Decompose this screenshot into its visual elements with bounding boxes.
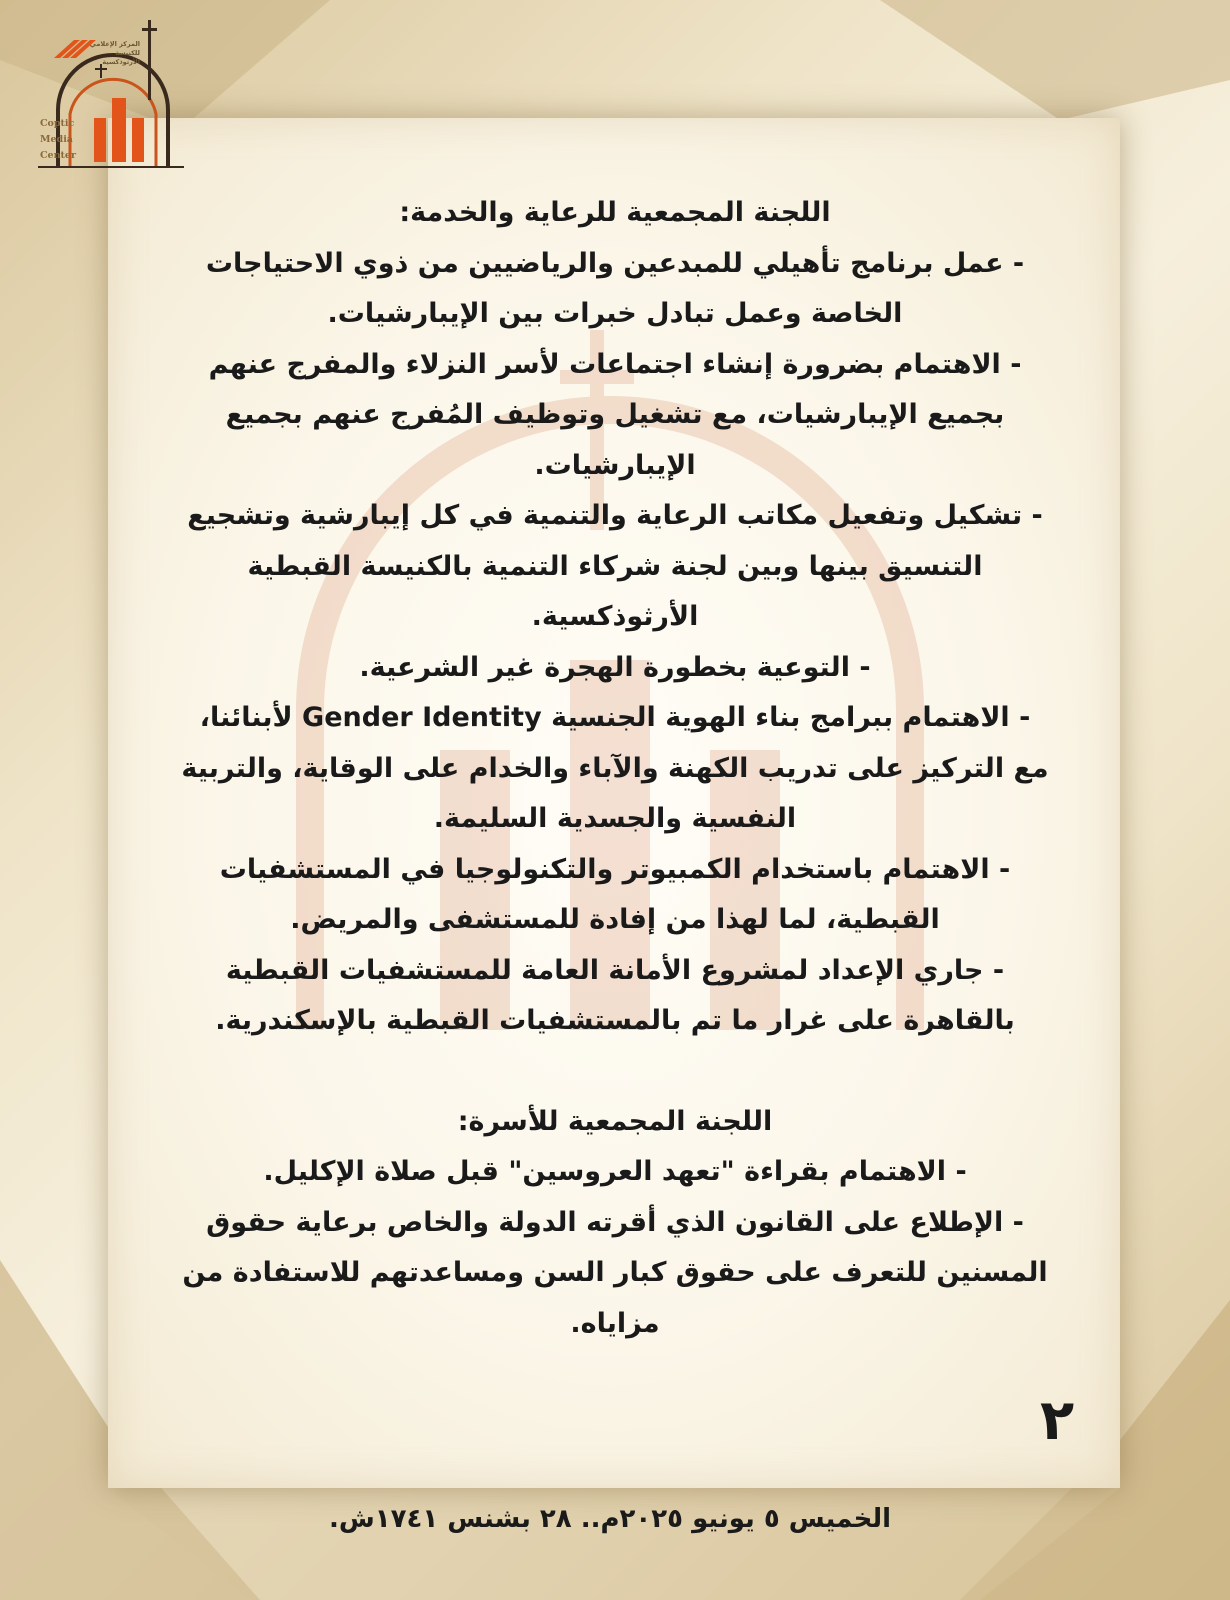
body-line: - جاري الإعداد لمشروع الأمانة العامة للمستشفيات القبطية bbox=[225, 954, 1005, 986]
body-line: - تشكيل وتفعيل مكاتب الرعاية والتنمية في كل إيبارشية وتشجيع bbox=[187, 500, 1043, 531]
body-line: - الإطلاع على القانون الذي أقرته الدولة والخاص برعاية حقوق bbox=[206, 1206, 1024, 1238]
body-line: - عمل برنامج تأهيلي للمبدعين والرياضيين من ذوي الاحتياجات bbox=[205, 247, 1025, 279]
logo-arabic-text bbox=[78, 40, 140, 67]
logo-arabic-line: للكنيسة الأرثوذكسية bbox=[102, 49, 140, 66]
body-line: القبطية، لما لهذا من إفادة للمستشفى والمريض. bbox=[290, 904, 940, 935]
section-title-family: اللجنة المجمعية للأسرة: bbox=[457, 1105, 773, 1137]
body-line: مزاياه. bbox=[570, 1307, 660, 1339]
body-line: الخاصة وعمل تبادل خبرات بين الإيبارشيات. bbox=[327, 298, 903, 329]
body-line: - الاهتمام بضرورة إنشاء اجتماعات لأسر النزلاء والمفرج عنهم bbox=[208, 348, 1022, 380]
body-line: بجميع الإيبارشيات، مع تشغيل وتوظيف المُفرج عنهم بجميع bbox=[225, 399, 1005, 430]
logo-word: Media bbox=[40, 134, 73, 145]
document-body bbox=[150, 188, 1080, 1349]
body-line: - الاهتمام ببرامج بناء الهوية الجنسية Gender Identity لأبنائنا، bbox=[199, 702, 1031, 733]
page-number: ٢ bbox=[1040, 1388, 1075, 1453]
body-line: - الاهتمام بقراءة "تعهد العروسين" قبل صلاة الإكليل. bbox=[263, 1156, 967, 1187]
footer-date: الخميس ٥ يونيو ٢٠٢٥م.. ٢٨ بشنس ١٧٤١ش. bbox=[328, 1504, 892, 1534]
body-line: - الاهتمام باستخدام الكمبيوتر والتكنولوجيا في المستشفيات bbox=[219, 853, 1011, 885]
logo-word: Center bbox=[40, 150, 76, 161]
section-title-care-service: اللجنة المجمعية للرعاية والخدمة: bbox=[399, 197, 831, 228]
body-line: مع التركيز على تدريب الكهنة والآباء والخدام على الوقاية، والتربية bbox=[181, 752, 1049, 784]
body-line: الإيبارشيات. bbox=[534, 449, 696, 481]
body-line: - التوعية بخطورة الهجرة غير الشرعية. bbox=[359, 651, 871, 683]
body-line: بالقاهرة على غرار ما تم بالمستشفيات القبطية بالإسكندرية. bbox=[215, 1005, 1015, 1036]
logo-arabic-line: المركز الإعلامي bbox=[89, 40, 140, 48]
body-line: المسنين للتعرف على حقوق كبار السن ومساعدتهم للاستفادة من bbox=[182, 1257, 1048, 1288]
logo-word: Coptic bbox=[40, 118, 75, 129]
body-line: الأرثوذكسية. bbox=[531, 601, 699, 632]
body-line: النفسية والجسدية السليمة. bbox=[433, 803, 797, 834]
body-line: التنسيق بينها وبين لجنة شركاء التنمية بالكنيسة القبطية bbox=[247, 550, 983, 582]
section-spacer bbox=[150, 1047, 1080, 1097]
logo-latin-text bbox=[40, 116, 90, 164]
